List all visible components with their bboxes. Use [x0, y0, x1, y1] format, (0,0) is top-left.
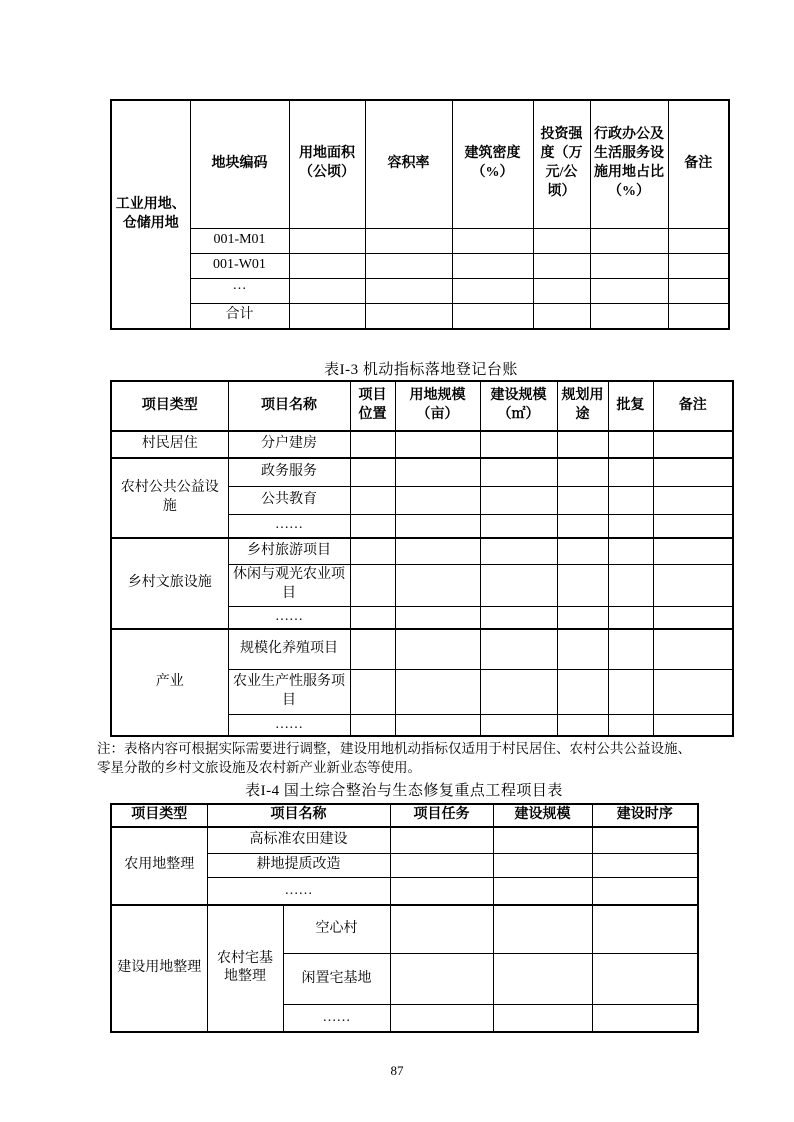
empty-cell: [395, 458, 480, 486]
empty-cell: [395, 538, 480, 564]
empty-cell: [608, 486, 653, 514]
empty-cell: [289, 253, 365, 278]
column-header: 批复: [608, 381, 653, 431]
industrial-storage-land-table: [110, 99, 730, 330]
empty-cell: [653, 714, 733, 736]
empty-cell: [557, 714, 608, 736]
cell-project-name: 规模化养殖项目: [228, 629, 350, 669]
column-header: 建设规模（㎡）: [480, 381, 557, 431]
note-text: [97, 739, 742, 777]
empty-cell: [557, 514, 608, 538]
empty-cell: [493, 1005, 592, 1032]
empty-cell: [592, 827, 698, 854]
empty-cell: [668, 253, 729, 278]
empty-cell: [480, 486, 557, 514]
empty-cell: [653, 629, 733, 669]
empty-cell: [608, 629, 653, 669]
empty-cell: [289, 228, 365, 253]
cell-project-name: ……: [228, 714, 350, 736]
empty-cell: [592, 854, 698, 878]
empty-cell: [395, 514, 480, 538]
column-header: 用地面积（公顷）: [289, 100, 365, 228]
empty-cell: [365, 278, 452, 303]
empty-cell: [493, 854, 592, 878]
column-header: 项目类型: [111, 804, 207, 827]
cell-plot-code: ···: [190, 278, 289, 303]
column-header: 投资强度（万元/公顷）: [533, 100, 590, 228]
table-row: [111, 303, 729, 329]
empty-cell: [390, 905, 493, 954]
table-i4: [110, 803, 699, 1033]
empty-cell: [592, 1005, 698, 1032]
empty-cell: [608, 514, 653, 538]
empty-cell: [557, 538, 608, 564]
empty-cell: [480, 606, 557, 629]
empty-cell: [365, 253, 452, 278]
empty-cell: [395, 714, 480, 736]
column-header: 备注: [668, 100, 729, 228]
cell-project-name: ……: [228, 606, 350, 629]
industrial-category-label: 工业用地、仓储用地: [111, 100, 190, 329]
empty-cell: [608, 669, 653, 714]
column-header: 项目类型: [111, 381, 228, 431]
empty-cell: [557, 431, 608, 458]
empty-cell: [350, 669, 395, 714]
table-row: [111, 827, 698, 854]
column-header: 规划用途: [557, 381, 608, 431]
empty-cell: [533, 253, 590, 278]
table-row: [111, 905, 698, 954]
empty-cell: [480, 714, 557, 736]
column-header: 用地规模（亩）: [395, 381, 480, 431]
empty-cell: [590, 253, 668, 278]
empty-cell: [557, 486, 608, 514]
note-line-1: 注：表格内容可根据实际需要进行调整，建设用地机动指标仅适用于村民居住、农村公共公益设施、: [97, 741, 691, 756]
cell-project-name: 分户建房: [228, 431, 350, 458]
empty-cell: [289, 278, 365, 303]
empty-cell: [395, 486, 480, 514]
cell-project-name: 闲置宅基地: [283, 954, 390, 1005]
empty-cell: [480, 538, 557, 564]
empty-cell: [395, 564, 480, 606]
column-header: 项目任务: [390, 804, 493, 827]
column-header: 建设规模: [493, 804, 592, 827]
table-i3-title: 表I-3 机动指标落地登记台账: [324, 362, 518, 378]
table-i3: [110, 380, 734, 737]
empty-cell: [350, 458, 395, 486]
empty-cell: [608, 564, 653, 606]
empty-cell: [668, 303, 729, 329]
empty-cell: [592, 878, 698, 905]
empty-cell: [452, 303, 533, 329]
cell-project-type: 乡村文旅设施: [111, 538, 228, 629]
empty-cell: [390, 854, 493, 878]
empty-cell: [592, 954, 698, 1005]
table-row: [111, 629, 733, 669]
cell-project-name: 休闲与观光农业项目: [228, 564, 350, 606]
column-header: 项目位置: [350, 381, 395, 431]
empty-cell: [557, 629, 608, 669]
cell-project-name: ……: [283, 1005, 390, 1032]
empty-cell: [350, 538, 395, 564]
empty-cell: [452, 228, 533, 253]
empty-cell: [365, 303, 452, 329]
empty-cell: [668, 278, 729, 303]
table-row: [111, 538, 733, 564]
empty-cell: [493, 827, 592, 854]
empty-cell: [557, 458, 608, 486]
empty-cell: [452, 278, 533, 303]
column-header: 容积率: [365, 100, 452, 228]
empty-cell: [653, 458, 733, 486]
empty-cell: [480, 669, 557, 714]
cell-project-name: 乡村旅游项目: [228, 538, 350, 564]
cell-project-subtype: 农村宅基地整理: [207, 905, 283, 1032]
empty-cell: [590, 228, 668, 253]
empty-cell: [365, 228, 452, 253]
column-header: 建筑密度（%）: [452, 100, 533, 228]
empty-cell: [390, 954, 493, 1005]
column-header: 项目名称: [228, 381, 350, 431]
note-line-2: 零星分散的乡村文旅设施及农村新产业新业态等使用。: [97, 760, 421, 775]
empty-cell: [395, 606, 480, 629]
empty-cell: [592, 905, 698, 954]
empty-cell: [557, 669, 608, 714]
empty-cell: [452, 253, 533, 278]
empty-cell: [557, 606, 608, 629]
empty-cell: [350, 564, 395, 606]
empty-cell: [533, 278, 590, 303]
empty-cell: [653, 606, 733, 629]
empty-cell: [668, 228, 729, 253]
empty-cell: [480, 458, 557, 486]
cell-project-type: 产业: [111, 629, 228, 736]
empty-cell: [480, 431, 557, 458]
empty-cell: [395, 431, 480, 458]
empty-cell: [533, 303, 590, 329]
empty-cell: [653, 538, 733, 564]
cell-project-name: 公共教育: [228, 486, 350, 514]
empty-cell: [390, 878, 493, 905]
empty-cell: [480, 514, 557, 538]
cell-project-type: 农村公共公益设施: [111, 458, 228, 538]
empty-cell: [653, 486, 733, 514]
empty-cell: [493, 878, 592, 905]
table-row: [111, 228, 729, 253]
empty-cell: [390, 827, 493, 854]
empty-cell: [350, 629, 395, 669]
empty-cell: [590, 278, 668, 303]
column-header: 行政办公及生活服务设施用地占比（%）: [590, 100, 668, 228]
empty-cell: [395, 629, 480, 669]
cell-total-label: 合计: [190, 303, 289, 329]
empty-cell: [653, 669, 733, 714]
cell-project-name: 高标准农田建设: [207, 827, 390, 854]
empty-cell: [480, 564, 557, 606]
table-i4-title: 表I-4 国土综合整治与生态修复重点工程项目表: [245, 783, 563, 799]
empty-cell: [350, 714, 395, 736]
table-row: [111, 278, 729, 303]
empty-cell: [395, 669, 480, 714]
page-number: 87: [390, 1063, 404, 1078]
column-header: 项目名称: [207, 804, 390, 827]
cell-project-type: 建设用地整理: [111, 905, 207, 1032]
empty-cell: [533, 228, 590, 253]
empty-cell: [608, 538, 653, 564]
empty-cell: [289, 303, 365, 329]
cell-project-type: 农用地整理: [111, 827, 207, 905]
column-header: 建设时序: [592, 804, 698, 827]
cell-project-name: ……: [207, 878, 390, 905]
column-header: 地块编码: [190, 100, 289, 228]
empty-cell: [608, 714, 653, 736]
cell-project-name: 耕地提质改造: [207, 854, 390, 878]
table-row: [111, 253, 729, 278]
cell-project-name: 政务服务: [228, 458, 350, 486]
empty-cell: [557, 564, 608, 606]
table-row: [111, 431, 733, 458]
cell-project-type: 村民居住: [111, 431, 228, 458]
empty-cell: [493, 954, 592, 1005]
empty-cell: [390, 1005, 493, 1032]
table-row: [111, 458, 733, 486]
empty-cell: [350, 514, 395, 538]
empty-cell: [608, 606, 653, 629]
cell-project-name: ……: [228, 514, 350, 538]
empty-cell: [350, 431, 395, 458]
empty-cell: [653, 431, 733, 458]
empty-cell: [590, 303, 668, 329]
cell-project-name: 农业生产性服务项目: [228, 669, 350, 714]
cell-plot-code: 001-M01: [190, 228, 289, 253]
empty-cell: [653, 564, 733, 606]
cell-project-name: 空心村: [283, 905, 390, 954]
empty-cell: [653, 514, 733, 538]
empty-cell: [350, 606, 395, 629]
column-header: 备注: [653, 381, 733, 431]
empty-cell: [608, 458, 653, 486]
empty-cell: [480, 629, 557, 669]
empty-cell: [350, 486, 395, 514]
empty-cell: [493, 905, 592, 954]
cell-plot-code: 001-W01: [190, 253, 289, 278]
empty-cell: [608, 431, 653, 458]
